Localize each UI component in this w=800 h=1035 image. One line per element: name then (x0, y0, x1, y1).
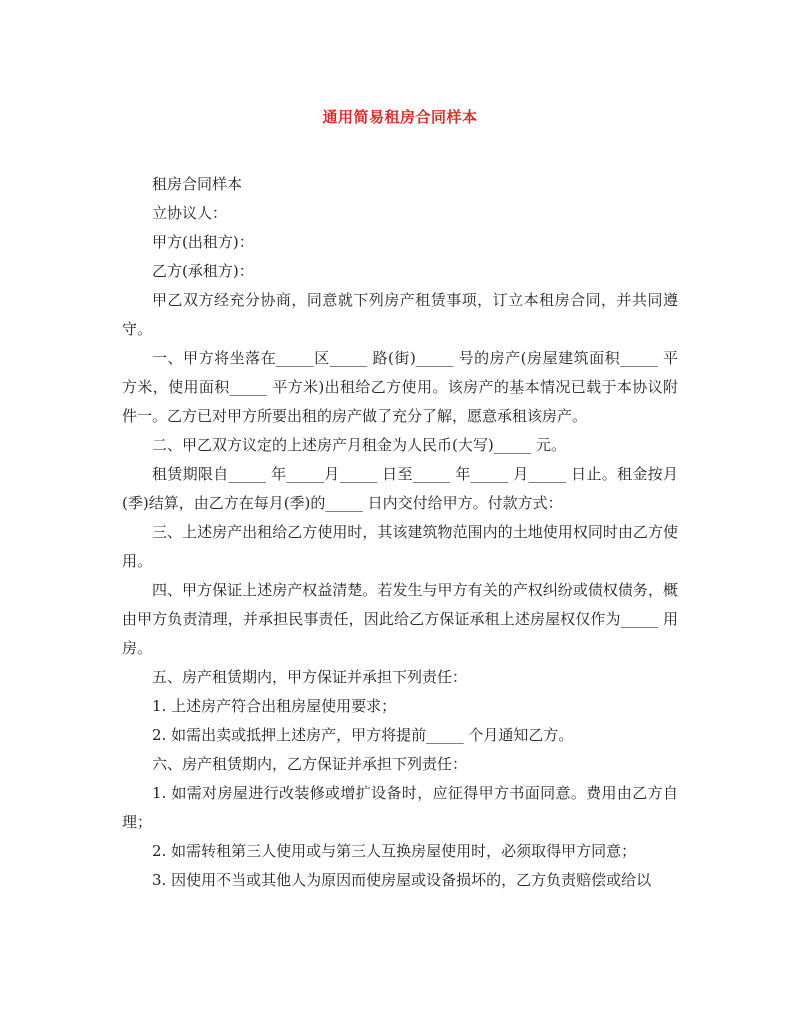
paragraph: 一、甲方将坐落在_____区_____ 路(街)_____ 号的房产(房屋建筑面积_____ 平方米，使用面积_____ 平方米)出租给乙方使用。该房产的基本情况已载于本协议附件一。乙方已对甲方所要出租的房产做了充分了解，愿意承租该房产。 (122, 349, 678, 425)
paragraph: 租赁期限自_____ 年_____月_____ 日至_____ 年_____ 月_____ 日止。租金按月(季)结算，由乙方在每月(季)的_____ 日内交付给甲方。付款方式： (122, 465, 678, 512)
paragraph: 1. 如需对房屋进行改装修或增扩设备时，应征得甲方书面同意。费用由乙方自理； (122, 784, 678, 831)
document-body (122, 170, 678, 895)
paragraph: 三、上述房产出租给乙方使用时，其该建筑物范围内的土地使用权同时由乙方使用。 (122, 523, 678, 570)
paragraph: 3. 因使用不当或其他人为原因而使房屋或设备损坏的，乙方负责赔偿或给以 (152, 871, 652, 889)
paragraph: 甲方(出租方)： (152, 233, 254, 251)
paragraph: 四、甲方保证上述房产权益清楚。若发生与甲方有关的产权纠纷或债权债务，概由甲方负责清理，并承担民事责任，因此给乙方保证承租上述房屋权仅作为_____ 用房。 (122, 581, 678, 657)
paragraph: 2. 如需转租第三人使用或与第三人互换房屋使用时，必须取得甲方同意； (152, 842, 637, 860)
paragraph: 乙方(承租方)： (152, 262, 254, 280)
paragraph: 1. 上述房产符合出租房屋使用要求； (152, 697, 397, 715)
paragraph: 租房合同样本 (152, 175, 243, 193)
paragraph: 二、甲乙双方议定的上述房产月租金为人民币(大写)_____ 元。 (152, 436, 566, 454)
paragraph: 立协议人： (152, 204, 228, 222)
paragraph: 2. 如需出卖或抵押上述房产，甲方将提前_____ 个月通知乙方。 (152, 726, 574, 744)
paragraph: 甲乙双方经充分协商，同意就下列房产租赁事项，订立本租房合同，并共同遵守。 (122, 291, 678, 338)
paragraph: 六、房产租赁期内，乙方保证并承担下列责任： (152, 755, 468, 773)
paragraph: 五、房产租赁期内，甲方保证并承担下列责任： (152, 668, 468, 686)
document-title: 通用简易租房合同样本 (322, 108, 478, 126)
